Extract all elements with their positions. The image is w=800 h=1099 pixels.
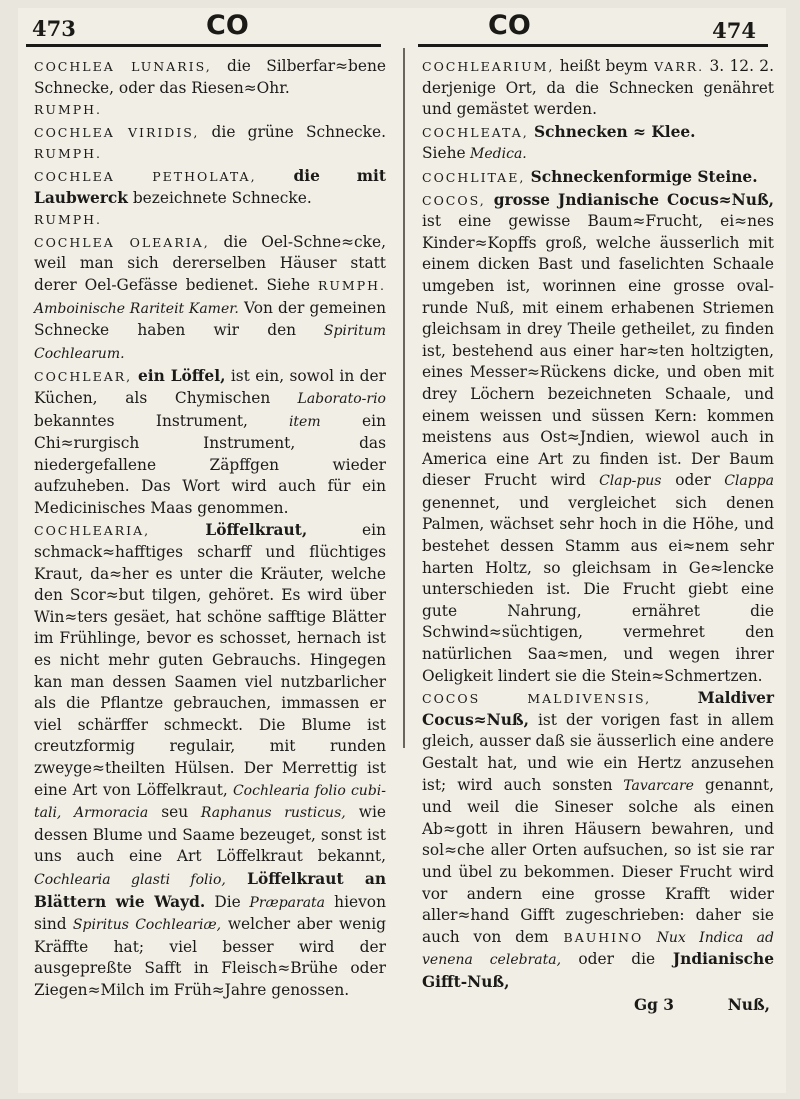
entry-cochlear: COCHLEAR, ein Löffel, ist ein, sowol in der Küchen, als Chymischen Laborato-rio bekanntes Instrument, item ein Chi≈rurgisch Instrument, das niedergefallene Zäpffgen wieder aufzuheben. Das Wort wird auch für ein Medicinisches Maas genommen. bbox=[34, 367, 386, 517]
page-number-left: 473 bbox=[32, 16, 76, 41]
page-signature bbox=[422, 995, 774, 1017]
entry-cochleata: COCHLEATA, Schnecken ≈ Klee. Siehe Medica. bbox=[422, 122, 696, 163]
entry-cochlearium: COCHLEARIUM, heißt beym VARR. 3. 12. 2. derjenige Ort, da die Schnecken genähret und gemästet werden. bbox=[422, 57, 774, 119]
left-column bbox=[34, 56, 386, 1003]
entry-cocos-maldivensis: COCOS MALDIVENSIS, Maldiver Cocus≈Nuß, ist der vorigen fast in allem gleich, ausser daß sie äusserlich eine andere Gestalt hat, und wie ein Hertz anzusehen ist; wird auch sonsten Tavarcare genannt, und weil die Sineser solche als einen Ab≈gott in ihren Häusern bewahren, und sol≈che aller Orten aufsuchen, so ist sie rar und übel zu bekommen. Dieser Frucht wird vor andern eine grosse Krafft wider aller≈hand Gifft zugeschrieben: daher sie auch von dem BAUHINO Nux Indica ad venena celebrata, oder die Jndianische Gifft-Nuß, bbox=[422, 689, 774, 991]
entry-cochlearia: COCHLEARIA, Löffelkraut, ein schmack≈hafftiges scharff und flüchtiges Kraut, da≈her es unter die Kräuter, welche den Scor≈but tilgen, gehöret. Es wird über Win≈ters gesäet, hat schöne safftige Blätter im Frühlinge, bevor es schosset, hernach ist es nicht mehr guten Gebrauchs. Hingegen kan man dessen Saamen viel nutzbarlicher als die Pflantze gebrauchen, immassen er viel schärffer schmeckt. Die Blume ist creutzformig regulair, mit runden zweyge≈theilten Hülsen. Der Merrettig ist eine Art von Löffelkraut, Cochlearia folio cubi-tali, Armoracia seu Raphanus rusticus, wie dessen Blume und Saame bezeuget, sonst ist uns auch eine Art Löffelkraut bekannt, Cochlearia glasti folio, Löffelkraut an Blättern wie Wayd. Die Præparata hievon sind Spiritus Cochleariæ, welcher aber wenig Kräffte hat; viel besser wird der ausgepreßte Safft in Fleisch≈Brühe oder Ziegen≈Milch im Früh≈Jahre genossen. bbox=[34, 521, 387, 999]
header-rule-left bbox=[26, 44, 381, 47]
entry-cocos: COCOS, grosse Jndianische Cocus≈Nuß, ist eine gewisse Baum≈Frucht, ei≈nes Kinder≈Kopffs groß, welche äusserlich mit einem dicken Bast und faselichten Schaale umgeben ist, worinnen eine grosse oval-runde Nuß, mit einem erhabenen Striemen gleichsam in drey Theile getheilet, zu finden ist, bestehend aus einer har≈ten holtzigten, eines Messer≈Rückens dicke, und oben mit drey Löchern bezeichneten Schaale, und einem weissen und süssen Kern: kommen meistens aus Ost≈Jndien, wiewol auch in America eine Art zu finden ist. Der Baum dieser Frucht wird Clap-pus oder Clappa genennet, und vergleichet sich denen Palmen, wächset sehr hoch in die Höhe, und bestehet dessen Stamm aus ei≈nem sehr harten Holtz, so gleichsam in Ge≈lencke unterschieden ist. Die Frucht giebt eine gute Nahrung, ernähret die Schwind≈süchtigen, vermehret den natürlichen Saa≈men, und wegen ihrer Oeligkeit lindert sie die Stein≈Schmertzen. bbox=[422, 190, 774, 685]
head-left: CO bbox=[206, 10, 249, 41]
header-rule-right bbox=[418, 44, 768, 47]
entry-cochlitae: COCHLITAE, Schneckenformige Steine. bbox=[422, 167, 758, 186]
book-page bbox=[18, 8, 786, 1093]
catchword: Nuß, bbox=[727, 995, 770, 1014]
running-header bbox=[18, 8, 786, 48]
head-right: CO bbox=[488, 10, 531, 41]
entry-cochlea-petholata: COCHLEA PETHOLATA, die mit Laubwerck bezeichnete Schnecke. RUMPH. bbox=[34, 166, 386, 228]
entry-cochlea-viridis: COCHLEA VIRIDIS, die grüne Schnecke. RUMPH. bbox=[34, 122, 386, 162]
entry-cochlea-olearia: COCHLEA OLEARIA, die Oel-Schne≈cke, weil man sich dererselben Häuser statt derer Oel-Gefässe bedienet. Siehe RUMPH. Amboinische Rariteit Kamer. Von der gemeinen Schnecke haben wir den Spiritum Cochlearum. bbox=[34, 232, 387, 362]
page-number-right: 474 bbox=[712, 18, 756, 43]
right-column bbox=[422, 56, 774, 1017]
entry-cochlea-lunaris: COCHLEA LUNARIS, die Silberfar≈bene Schnecke, oder das Riesen≈Ohr. RUMPH. bbox=[34, 57, 386, 118]
signature-mark: Gg 3 bbox=[634, 995, 674, 1014]
column-divider bbox=[403, 48, 405, 748]
